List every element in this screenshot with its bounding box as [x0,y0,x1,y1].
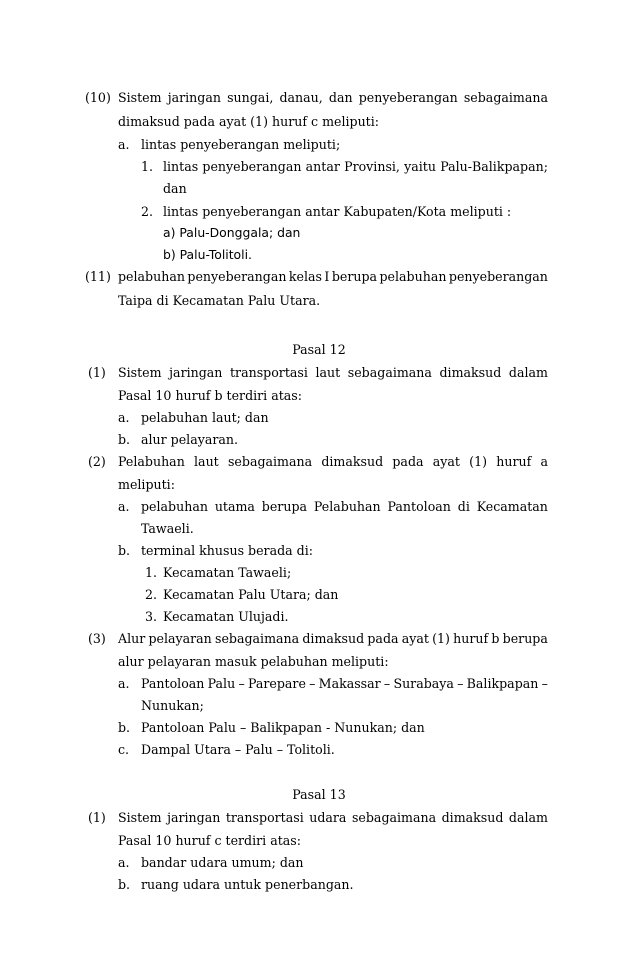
word: berupa [331,269,378,284]
justified-line [141,676,548,692]
item-letter: a. [118,137,130,152]
word: Pantoloan [387,499,451,514]
word: Alur [118,631,146,646]
word: – [457,676,464,691]
word: pelabuhan [118,269,185,284]
justified-line [118,365,548,381]
paragraph-line: Nunukan; [141,698,204,713]
paragraph-line: terminal khusus berada di: [141,543,313,558]
justified-line [118,810,548,826]
item-letter: b. [118,543,131,558]
word: dalam [508,365,548,380]
paragraph-line: Pasal 10 huruf b terdiri atas: [118,388,302,403]
section-heading: Pasal 13 [292,787,346,802]
word: transportasi [225,810,304,825]
paragraph-line: Pantoloan Palu – Balikpapan - Nunukan; dan [141,720,425,735]
word: kelas [288,269,322,284]
word: Makassar [318,676,381,691]
justified-line [118,454,548,470]
word: penyeberangan [187,269,287,284]
paragraph-line: Kecamatan Palu Utara; dan [163,587,339,602]
word: – [383,676,391,691]
paragraph-line: bandar udara umum; dan [141,855,304,870]
paragraph-line: Dampal Utara – Palu – Tolitoli. [141,742,335,757]
word: (1) [432,631,450,646]
item-number: (2) [88,454,106,469]
word: pelabuhan [141,499,208,514]
paragraph-line: lintas penyeberangan antar Kabupaten/Kota meliputi : [163,204,512,219]
paragraph-line: Taipa di Kecamatan Palu Utara. [118,293,321,308]
word: pelabuhan [379,269,447,284]
paragraph-line: ruang udara untuk penerbangan. [141,877,354,892]
word: Pelabuhan [118,454,185,469]
word: dan [328,90,353,105]
justified-line [163,159,548,175]
item-number: (3) [88,631,106,646]
word: utama [214,499,255,514]
item-number: 3. [145,609,158,624]
word: Kecamatan [476,499,548,514]
word: – [541,676,548,691]
item-letter: a. [118,855,130,870]
word: jaringan [167,810,221,825]
paragraph-line: dimaksud pada ayat (1) huruf c meliputi: [118,114,380,129]
word: penyeberangan [202,159,302,174]
word: – [309,676,316,691]
word: dimaksud [439,365,502,380]
word: a [540,454,548,469]
word: sebagaimana [347,365,432,380]
word: Sistem [118,365,162,380]
word: penyeberangan [358,90,458,105]
word: – [238,676,245,691]
word: Pelabuhan [313,499,381,514]
word: pada [367,631,399,646]
word: Balikpapan [466,676,539,691]
word: di [457,499,470,514]
item-letter: c. [118,742,130,757]
word: udara [309,810,347,825]
item-number: (1) [88,365,106,380]
item-number: 2. [145,587,158,602]
word: Sistem [118,90,162,105]
sub-list-item: b) Palu-Tolitoli. [163,247,252,262]
word: dalam [508,810,548,825]
word: laut [194,454,219,469]
paragraph-line: Pasal 10 huruf c terdiri atas: [118,833,301,848]
paragraph-line: pelabuhan laut; dan [141,410,269,425]
justified-line [118,631,548,647]
word: transportasi [230,365,308,380]
word: Palu-Balikpapan; [440,159,548,174]
word: b [491,631,500,646]
word: sebagaimana [463,90,548,105]
word: berupa [502,631,548,646]
item-letter: b. [118,432,131,447]
paragraph-line: lintas penyeberangan meliputi; [141,137,341,152]
word: huruf [453,631,489,646]
item-number: (1) [88,810,106,825]
word: sebagaimana [351,810,437,825]
paragraph-line: alur pelayaran. [141,432,238,447]
word: antar [305,159,340,174]
word: yaitu [404,159,436,174]
item-number: 1. [145,565,158,580]
word: Pantoloan [141,676,205,691]
justified-line [141,499,548,515]
item-letter: a. [118,499,130,514]
paragraph-line: Tawaeli. [141,521,194,536]
word: penyeberangan [448,269,548,284]
paragraph-line: dan [163,181,187,196]
word: (1) [469,454,487,469]
word: sebagaimana [227,454,313,469]
item-number: (10) [85,90,111,105]
word: pada [392,454,424,469]
word: I [324,269,330,284]
word: sungai, [227,90,274,105]
paragraph-line: Kecamatan Ulujadi. [163,609,289,624]
item-letter: b. [118,877,131,892]
word: pelayaran [148,631,212,646]
word: dimaksud [321,454,384,469]
item-letter: a. [118,410,130,425]
word: dimaksud [441,810,504,825]
justified-line [118,269,548,285]
word: Surabaya [393,676,454,691]
section-heading: Pasal 12 [292,342,346,357]
item-letter: a. [118,676,130,691]
word: ayat [401,631,429,646]
sub-list-item: a) Palu-Donggala; dan [163,225,301,240]
word: laut [315,365,341,380]
word: Provinsi, [344,159,400,174]
justified-line [118,90,548,106]
item-number: 2. [141,204,154,219]
word: jaringan [167,90,221,105]
word: sebagaimana [215,631,300,646]
word: dimaksud [302,631,365,646]
word: lintas [163,159,199,174]
paragraph-line: meliputi: [118,477,175,492]
word: Parepare [247,676,306,691]
word: huruf [496,454,532,469]
item-letter: b. [118,720,131,735]
word: danau, [279,90,323,105]
paragraph-line: alur pelayaran masuk pelabuhan meliputi: [118,654,389,669]
word: berupa [261,499,308,514]
word: Palu [207,676,236,691]
word: jaringan [169,365,223,380]
paragraph-line: Kecamatan Tawaeli; [163,565,292,580]
word: ayat [432,454,460,469]
item-number: (11) [85,269,111,284]
word: Sistem [118,810,162,825]
item-number: 1. [141,159,154,174]
